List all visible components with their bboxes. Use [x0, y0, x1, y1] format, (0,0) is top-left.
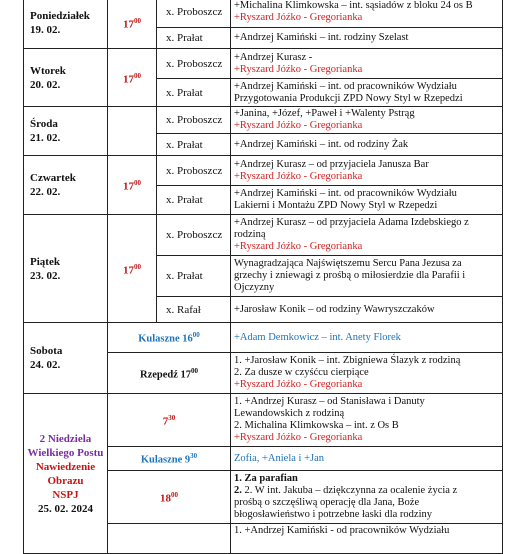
day-tuesday: Wtorek 20. 02. — [24, 49, 108, 107]
time-wednesday-empty — [108, 107, 157, 156]
priest: x. Proboszcz — [157, 49, 231, 79]
day-saturday: Sobota 24. 02. — [24, 323, 108, 394]
intention: +Janina, +Józef, +Paweł i +Walenty Pstrąg +Ryszard Jóźko - Gregorianka — [231, 107, 503, 134]
priest: x. Prałat — [157, 28, 231, 49]
intention: 1. +Jarosław Konik – int. Zbigniewa Ślazyk z rodziną 2. Za dusze w czyśćcu cierpiące +Ryszard Jóźko - Gregorianka — [231, 353, 503, 394]
intention: 1. Za parafian 2. 2. W int. Jakuba – dziękczynna za ocalenie życia z prośbą o szczęśliwą operację dla Jana, Boże błogosławieństwo i potrzebne łaski dla rodziny — [231, 471, 503, 524]
time-kulaszne: Kulaszne $16^{00}$ — [108, 323, 231, 353]
intention: +Adam Demkowicz – int. Anety Florek — [231, 323, 503, 353]
time-sunday-4-empty — [108, 524, 231, 554]
intention: Zofia, +Aniela i +Jan — [231, 447, 503, 471]
day-thursday: Czwartek 22. 02. — [24, 156, 108, 215]
mass-intentions-table — [23, 0, 503, 554]
day-friday: Piątek 23. 02. — [24, 215, 108, 323]
intention: +Jarosław Konik – od rodziny Wawryszczaków — [231, 297, 503, 323]
day-wednesday: Środa 21. 02. — [24, 107, 108, 156]
intention: +Andrzej Kamiński – int. od rodziny Żak — [231, 134, 503, 156]
time-friday: $17^{00}$ — [108, 215, 157, 323]
time-thursday: $17^{00}$ — [108, 156, 157, 215]
priest: x. Proboszcz — [157, 0, 231, 28]
priest: x. Prałat — [157, 186, 231, 215]
priest: x. Prałat — [157, 134, 231, 156]
time-sunday-3: $18^{00}$ — [108, 471, 231, 524]
intention: +Andrzej Kamiński – int. od pracowników Wydziału Lakierni i Montażu ZPD Nowy Styl w Rzepedzi — [231, 186, 503, 215]
priest: x. Prałat — [157, 79, 231, 107]
priest: x. Prałat — [157, 256, 231, 297]
intention: +Michalina Klimkowska – int. sąsiadów z bloku 24 os B +Ryszard Jóźko - Gregorianka — [231, 0, 503, 28]
priest: x. Proboszcz — [157, 156, 231, 186]
intention: 1. +Andrzej Kamiński - od pracowników Wydziału — [231, 524, 503, 554]
priest: x. Proboszcz — [157, 215, 231, 256]
time-sunday-1: $7^{30}$ — [108, 394, 231, 447]
time-rzepedz: Rzepedź $17^{00}$ — [108, 353, 231, 394]
intention: +Andrzej Kurasz – od przyjaciela Adama Izdebskiego z rodziną +Ryszard Jóźko - Gregorianka — [231, 215, 503, 256]
intention: +Andrzej Kurasz - +Ryszard Jóźko - Gregorianka — [231, 49, 503, 79]
time-kulaszne-sunday: Kulaszne $9^{30}$ — [108, 447, 231, 471]
intention: Wynagradzająca Najświętszemu Sercu Pana Jezusa za grzechy i zniewagi z prośbą o miłosierdzie dla Parafii i Ojczyzny — [231, 256, 503, 297]
time-tuesday: $17^{00}$ — [108, 49, 157, 107]
time-monday: $17^{00}$ — [108, 0, 157, 49]
day-sunday: 2 Niedziela Wielkiego Postu Nawiedzenie Obrazu NSPJ 25. 02. 2024 — [24, 394, 108, 554]
day-monday: Poniedziałek 19. 02. — [24, 0, 108, 49]
intention: +Andrzej Kamiński – int. rodziny Szelast — [231, 28, 503, 49]
priest: x. Proboszcz — [157, 107, 231, 134]
intention: 1. +Andrzej Kurasz – od Stanisława i Danuty Lewandowskich z rodziną 2. Michalina Klimkowska – int. z Os B +Ryszard Jóźko - Gregorianka — [231, 394, 503, 447]
priest: x. Rafał — [157, 297, 231, 323]
intention: +Andrzej Kurasz – od przyjaciela Janusza Bar +Ryszard Jóźko - Gregorianka — [231, 156, 503, 186]
intention: +Andrzej Kamiński – int. od pracowników Wydziału Przygotowania Produkcji ZPD Nowy Styl w Rzepedzi — [231, 79, 503, 107]
